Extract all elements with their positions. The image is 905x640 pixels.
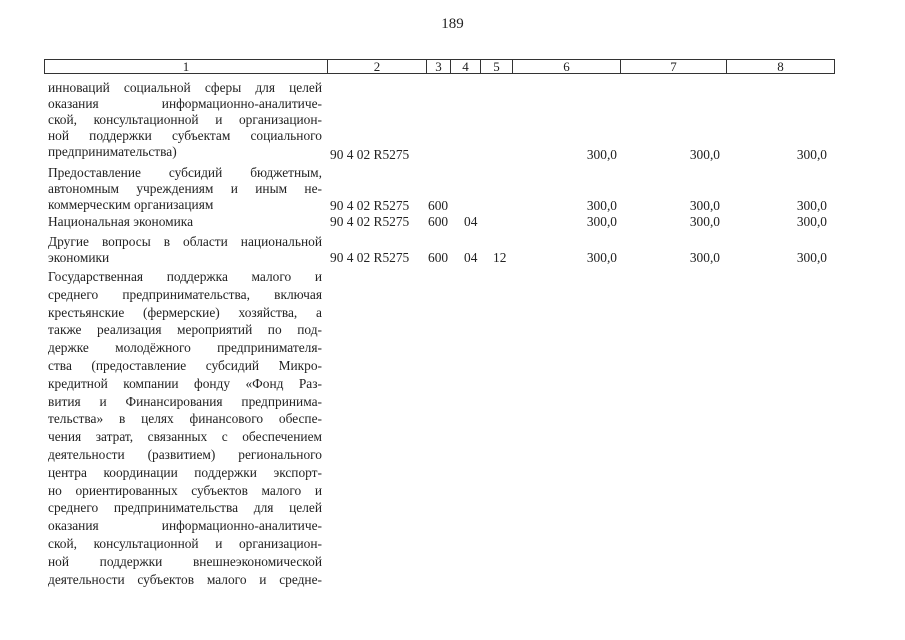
text-line: центра координации поддержки экспорт- [48, 465, 322, 480]
row-1-col-8: 300,0 [796, 147, 827, 162]
text-line: вития и Финансирования предпринима- [48, 394, 322, 409]
text-line: оказания информационно-аналитиче- [48, 518, 322, 533]
page-number: 189 [441, 16, 464, 32]
text-line: среднего предпринимательства, включая [48, 287, 322, 302]
table-header [44, 59, 835, 74]
text-line: чения затрат, связанных с обеспечением [48, 429, 322, 444]
row-4-col-3: 600 [428, 250, 449, 265]
row-4-code: 90 4 02 R5275 [330, 250, 410, 265]
row-2-col-3: 600 [428, 198, 449, 213]
text-line: ной поддержки внешнеэкономической [48, 554, 322, 569]
text-line: экономики [48, 250, 110, 265]
row-3-code: 90 4 02 R5275 [330, 214, 410, 229]
text-line: инноваций социальной сферы для целей [48, 80, 322, 95]
row-2-col-7: 300,0 [689, 198, 720, 213]
text-line: предпринимательства) [48, 144, 177, 159]
text-line: деятельности субъектов малого и средне- [48, 572, 322, 587]
header-col-4: 4 [451, 60, 481, 73]
row-3-col-3: 600 [428, 214, 449, 229]
row-3-col-4: 04 [464, 214, 478, 229]
text-line: крестьянские (фермерские) хозяйства, а [48, 305, 322, 320]
header-col-5: 5 [481, 60, 513, 73]
text-line: тельства» в целях финансового обеспе- [48, 411, 322, 426]
row-1-code: 90 4 02 R5275 [330, 147, 410, 162]
text-line: также реализация мероприятий по под- [48, 322, 322, 337]
text-line: среднего предпринимательства для целей [48, 500, 322, 515]
text-line: Национальная экономика [48, 214, 194, 229]
text-line: ной поддержки субъектам социального [48, 128, 322, 143]
header-col-3: 3 [427, 60, 451, 73]
row-3-col-6: 300,0 [586, 214, 617, 229]
row-4-col-7: 300,0 [689, 250, 720, 265]
text-line: оказания информационно-аналитиче- [48, 96, 322, 111]
text-line: автономным учреждениям и иным не- [48, 181, 322, 196]
row-3-col-7: 300,0 [689, 214, 720, 229]
row-3-col-8: 300,0 [796, 214, 827, 229]
header-col-6: 6 [513, 60, 621, 73]
row-2-col-8: 300,0 [796, 198, 827, 213]
row-2-code: 90 4 02 R5275 [330, 198, 410, 213]
text-line: Другие вопросы в области национальной [48, 234, 322, 249]
header-col-8: 8 [777, 59, 784, 74]
row-4-col-5: 12 [493, 250, 507, 265]
text-line: Государственная поддержка малого и [48, 269, 322, 284]
row-4-col-4: 04 [464, 250, 478, 265]
text-line: держке молодёжного предпринимателя- [48, 340, 322, 355]
text-line: ства (предоставление субсидий Микро- [48, 358, 322, 373]
row-4-col-8: 300,0 [796, 250, 827, 265]
text-line: коммерческим организациям [48, 197, 214, 212]
header-col-2: 2 [328, 60, 427, 73]
row-1-col-6: 300,0 [586, 147, 617, 162]
text-line: кредитной компании фонду «Фонд Раз- [48, 376, 322, 391]
text-line: Предоставление субсидий бюджетным, [48, 165, 322, 180]
header-col-7: 7 [621, 60, 727, 73]
header-col-1: 1 [45, 60, 328, 73]
text-line: ской, консультационной и организацион- [48, 536, 322, 551]
row-4-col-6: 300,0 [586, 250, 617, 265]
row-1-col-7: 300,0 [689, 147, 720, 162]
text-line: ской, консультационной и организацион- [48, 112, 322, 127]
text-line: деятельности (развитием) регионального [48, 447, 322, 462]
text-line: но ориентированных субъектов малого и [48, 483, 322, 498]
row-2-col-6: 300,0 [586, 198, 617, 213]
